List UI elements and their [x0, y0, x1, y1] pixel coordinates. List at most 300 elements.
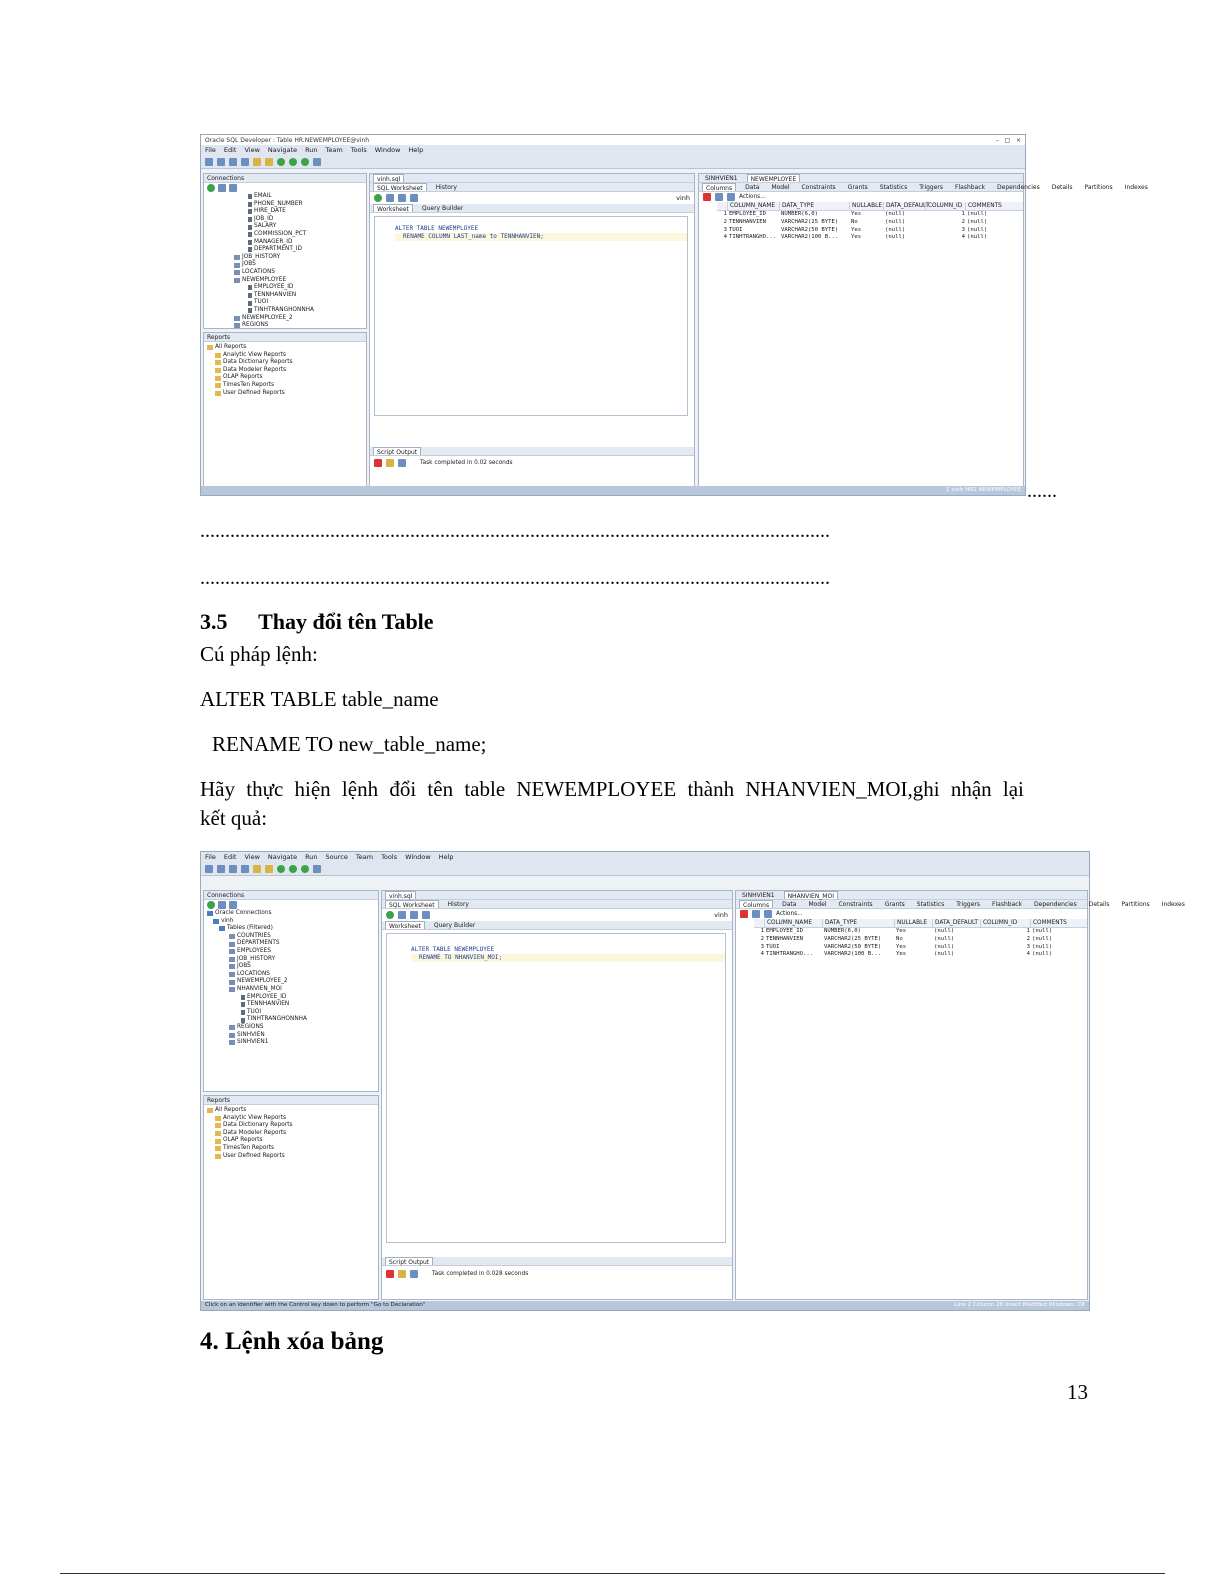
grid-cell: TINHTRANGHO... — [766, 951, 814, 958]
tab-data[interactable]: Data — [745, 184, 760, 191]
tree-item[interactable] — [234, 315, 366, 323]
tree-item-label: EMPLOYEES — [237, 947, 271, 954]
folder-icon — [215, 353, 221, 358]
tree-item[interactable] — [207, 994, 378, 1002]
report-item[interactable] — [207, 390, 363, 398]
report-item[interactable] — [207, 1122, 375, 1130]
back-icon[interactable] — [277, 158, 285, 166]
grid-cell: VARCHAR2(25 BYTE) — [824, 935, 882, 942]
grid-cell: TUOI — [766, 943, 780, 950]
grid-header-cell[interactable]: COLUMN_NAME — [764, 919, 822, 927]
menu-run[interactable]: Run — [305, 853, 318, 861]
save-all-icon[interactable] — [241, 865, 249, 873]
tree-item[interactable] — [234, 201, 366, 209]
run-script-icon[interactable] — [398, 911, 406, 919]
table-icon — [229, 987, 235, 992]
tree-item-label: JOBS — [237, 963, 251, 970]
connections-tree — [204, 910, 378, 1047]
refresh-icon[interactable] — [727, 193, 735, 201]
report-item[interactable] — [207, 1107, 375, 1115]
section-4-heading: 4. Lệnh xóa bảng — [200, 1328, 384, 1355]
grid-header-cell[interactable]: DATA_DEFAULT — [883, 202, 925, 210]
grid-header-cell[interactable]: COLUMN_NAME — [727, 202, 779, 210]
filter-icon[interactable] — [229, 184, 237, 192]
menu-team[interactable]: Team — [355, 853, 374, 861]
grid-row[interactable] — [754, 951, 1087, 959]
tab-statistics[interactable]: Statistics — [879, 184, 908, 191]
open-icon[interactable] — [217, 865, 225, 873]
sql-editor[interactable] — [374, 216, 688, 416]
grid-cell: (null) — [934, 951, 955, 958]
tree-item-label: EMAIL — [254, 193, 272, 199]
report-item-label: Data Modeler Reports — [223, 366, 287, 373]
folder-icon — [207, 345, 213, 350]
connection-select[interactable]: vinh — [676, 194, 690, 202]
report-item[interactable] — [207, 1137, 375, 1145]
report-item[interactable] — [207, 374, 363, 382]
grid-cell: TENNHANVIEN — [766, 935, 804, 942]
menu-run[interactable]: Run — [305, 146, 318, 154]
grid-cell: (null) — [885, 234, 906, 241]
column-icon — [248, 247, 252, 252]
columns-grid — [699, 202, 1023, 242]
tree-item[interactable] — [234, 269, 366, 277]
menu-bar — [201, 852, 1089, 862]
connections-pane — [203, 173, 367, 329]
grid-header-cell[interactable]: DATA_TYPE — [822, 919, 894, 927]
folder-icon — [215, 1116, 221, 1121]
grid-header-cell[interactable]: COMMENTS — [965, 202, 1005, 210]
tree-item-label: LOCATIONS — [242, 268, 275, 275]
rollback-icon[interactable] — [410, 194, 418, 202]
grid-row[interactable] — [754, 936, 1087, 944]
run-statement-icon[interactable] — [374, 194, 382, 202]
script-output-tab[interactable]: Script Output — [373, 447, 421, 455]
grid-cell: EMPLOYEE_ID — [729, 211, 767, 217]
report-item[interactable] — [207, 1130, 375, 1138]
sql-line: ALTER TABLE NEWEMPLOYEE — [411, 946, 495, 953]
add-connection-icon[interactable] — [207, 184, 215, 192]
grid-row[interactable] — [717, 211, 1023, 219]
table-icon — [229, 1025, 235, 1030]
report-item[interactable] — [207, 367, 363, 375]
tree-item[interactable] — [234, 216, 366, 224]
tab-newemployee[interactable]: NEWEMPLOYEE — [747, 174, 801, 182]
tree-item[interactable] — [207, 910, 378, 918]
grid-cell: 1 — [760, 928, 764, 934]
new-icon[interactable] — [205, 865, 213, 873]
tab-columns[interactable]: Columns — [702, 183, 736, 191]
grid-header-cell[interactable]: NULLABLE — [894, 919, 932, 927]
tree-item-label: SINHVIEN — [237, 1031, 265, 1038]
table-detail-pane — [735, 890, 1185, 1300]
tab-history[interactable]: History — [435, 184, 457, 191]
tree-item[interactable] — [234, 307, 366, 315]
pin-icon[interactable] — [740, 910, 748, 918]
file-tab[interactable]: vinh.sql — [385, 891, 416, 899]
grid-header-cell[interactable]: COMMENTS — [1030, 919, 1080, 927]
grid-header-cell[interactable]: COLUMN_ID — [980, 919, 1030, 927]
back-icon[interactable] — [277, 865, 285, 873]
tab-worksheet[interactable]: Worksheet — [373, 204, 413, 212]
grid-header-cell[interactable]: NULLABLE — [849, 202, 883, 210]
column-icon — [248, 240, 252, 245]
tree-item[interactable] — [234, 261, 366, 269]
table-icon — [234, 323, 240, 328]
report-item-label: All Reports — [215, 344, 247, 350]
tree-item-label: DEPARTMENT_ID — [254, 246, 302, 253]
save-icon[interactable] — [229, 158, 237, 166]
tab-query-builder[interactable]: Query Builder — [433, 922, 476, 929]
tree-item[interactable] — [207, 1039, 378, 1047]
table-detail-pane — [698, 173, 1148, 487]
tree-item-label: EMPLOYEE_ID — [247, 993, 287, 1000]
open-icon[interactable] — [217, 158, 225, 166]
tab-model[interactable]: Model — [808, 901, 827, 908]
tree-item[interactable] — [207, 963, 378, 971]
add-connection-icon[interactable] — [207, 901, 215, 909]
forward-icon[interactable] — [289, 158, 297, 166]
undo-icon[interactable] — [253, 158, 261, 166]
table-icon — [219, 926, 225, 931]
menu-edit[interactable]: Edit — [223, 146, 237, 154]
table-icon — [234, 255, 240, 260]
tab-history[interactable]: History — [447, 901, 469, 908]
tab-constraints[interactable]: Constraints — [838, 901, 873, 908]
editor-subtabs — [382, 921, 732, 930]
menu-help[interactable]: Help — [408, 146, 424, 154]
forward-icon[interactable] — [289, 865, 297, 873]
grid-header-cell[interactable]: DATA_TYPE — [779, 202, 849, 210]
tree-item[interactable] — [234, 223, 366, 231]
table-icon — [229, 964, 235, 969]
menu-view[interactable]: View — [244, 146, 260, 154]
tab-sql-worksheet[interactable]: SQL Worksheet — [385, 900, 439, 908]
file-tab[interactable]: vinh.sql — [373, 174, 404, 182]
report-item-label: Data Dictionary Reports — [223, 1122, 293, 1129]
sql-editor[interactable] — [386, 933, 726, 1243]
clear-icon[interactable] — [398, 1270, 406, 1278]
menu-source[interactable]: Source — [325, 853, 348, 861]
close-icon[interactable]: × — [1015, 136, 1021, 144]
save-all-icon[interactable] — [241, 158, 249, 166]
grid-row[interactable] — [717, 234, 1023, 242]
report-item-label: User Defined Reports — [223, 1152, 285, 1159]
tree-item[interactable] — [207, 978, 378, 986]
tree-item[interactable] — [234, 292, 366, 300]
commit-icon[interactable] — [410, 911, 418, 919]
tab-data[interactable]: Data — [782, 901, 797, 908]
tab-nhanvien-moi[interactable]: NHANVIEN_MOI — [784, 891, 838, 899]
tab-statistics[interactable]: Statistics — [916, 901, 945, 908]
sql-line: ALTER TABLE NEWEMPLOYEE — [395, 225, 479, 232]
grid-cell: (null) — [1032, 943, 1053, 950]
tree-item-label: PHONE_NUMBER — [254, 200, 303, 207]
connections-pane — [203, 890, 379, 1092]
tab-indexes[interactable]: Indexes — [1161, 901, 1185, 908]
folder-icon — [215, 1154, 221, 1159]
status-left: Click on an identifier with the Control key down to perform "Go to Declaration" — [205, 1302, 426, 1308]
grid-cell: 1 — [961, 211, 965, 217]
reports-tree — [204, 342, 366, 399]
grid-header-spacer — [717, 202, 727, 210]
grid-header-cell[interactable]: DATA_DEFAULT — [932, 919, 980, 927]
tree-item-label: TINHTRANGHONNHA — [247, 1016, 307, 1023]
minimize-icon[interactable]: – — [995, 136, 999, 144]
dotted-line: .............................................................................................................................. — [200, 567, 830, 589]
new-icon[interactable] — [205, 158, 213, 166]
table-icon — [229, 972, 235, 977]
grid-row[interactable] — [754, 928, 1087, 936]
tree-item[interactable] — [234, 254, 366, 262]
grid-cell: 2 — [1026, 935, 1030, 942]
tree-item[interactable] — [234, 284, 366, 292]
grid-cell: Yes — [896, 943, 907, 950]
tree-item[interactable] — [207, 1001, 378, 1009]
tree-item[interactable] — [234, 239, 366, 247]
report-item[interactable] — [207, 382, 363, 390]
tab-columns[interactable]: Columns — [739, 900, 773, 908]
report-item[interactable] — [207, 352, 363, 360]
save-icon[interactable] — [229, 865, 237, 873]
folder-icon — [215, 391, 221, 396]
undo-icon[interactable] — [253, 865, 261, 873]
report-item-label: TimesTen Reports — [223, 381, 275, 388]
tree-item-label: TENNHANVIEN — [254, 291, 297, 298]
tree-item-label: JOBS — [242, 261, 256, 268]
dotted-line: .............................................................................................................................. — [200, 520, 830, 542]
tab-query-builder[interactable]: Query Builder — [421, 205, 464, 212]
tree-item-label: Oracle Connections — [215, 910, 272, 916]
report-item[interactable] — [207, 1145, 375, 1153]
tree-item[interactable] — [207, 933, 378, 941]
grid-cell: NUMBER(6,0) — [824, 928, 862, 934]
tree-item[interactable] — [207, 948, 378, 956]
refresh-icon[interactable] — [764, 910, 772, 918]
column-icon — [248, 308, 252, 313]
grid-cell: 3 — [760, 943, 764, 950]
table-icon — [229, 934, 235, 939]
connection-select[interactable]: vinh — [714, 911, 728, 919]
tree-item[interactable] — [207, 971, 378, 979]
editor-subtabs — [370, 204, 694, 213]
grid-row[interactable] — [717, 227, 1023, 235]
tab-flashback[interactable]: Flashback — [955, 184, 986, 191]
redo-icon[interactable] — [265, 865, 273, 873]
tree-item[interactable] — [207, 925, 378, 933]
tree-item-label: EMPLOYEE_ID — [254, 284, 294, 291]
grid-cell: Yes — [896, 951, 907, 958]
grid-cell: (null) — [967, 218, 988, 225]
tree-item[interactable] — [207, 1016, 378, 1024]
tab-triggers[interactable]: Triggers — [956, 901, 981, 908]
column-icon — [248, 285, 252, 290]
grid-header-row — [717, 202, 1023, 211]
binoculars-icon[interactable] — [313, 865, 321, 873]
table-icon — [213, 919, 219, 924]
reports-label: Reports — [207, 1097, 231, 1104]
column-icon — [241, 1010, 245, 1015]
reports-pane — [203, 332, 367, 488]
tab-sinhvien1[interactable]: SINHVIEN1 — [742, 892, 775, 899]
section-title: Thay đổi tên Table — [258, 609, 434, 634]
tab-partitions[interactable]: Partitions — [1084, 184, 1113, 191]
tab-indexes[interactable]: Indexes — [1124, 184, 1148, 191]
edit-icon[interactable] — [752, 910, 760, 918]
tab-details[interactable]: Details — [1088, 901, 1110, 908]
folder-icon — [215, 1139, 221, 1144]
save-output-icon[interactable] — [398, 459, 406, 467]
detail-tabs — [736, 900, 1185, 909]
syntax-line-1: ALTER TABLE table_name — [200, 687, 439, 711]
tab-grants[interactable]: Grants — [847, 184, 868, 191]
tab-dependencies[interactable]: Dependencies — [997, 184, 1040, 191]
table-icon — [229, 957, 235, 962]
section-number: 3.5 — [200, 609, 228, 634]
menu-help[interactable]: Help — [438, 853, 454, 861]
grid-cell: 4 — [760, 951, 764, 958]
refresh-icon[interactable] — [218, 184, 226, 192]
pin-icon[interactable] — [703, 193, 711, 201]
tab-dependencies[interactable]: Dependencies — [1034, 901, 1077, 908]
tab-details[interactable]: Details — [1051, 184, 1073, 191]
grid-cell: TUOI — [729, 226, 743, 233]
binoculars-icon[interactable] — [313, 158, 321, 166]
menu-tools[interactable]: Tools — [381, 853, 398, 861]
table-icon — [234, 263, 240, 268]
menu-navigate[interactable]: Navigate — [267, 853, 298, 861]
tree-item-label: NEWEMPLOYEE — [242, 276, 287, 283]
actions-menu[interactable]: Actions... — [776, 911, 803, 917]
maximize-icon[interactable]: □ — [1004, 136, 1011, 144]
clear-icon[interactable] — [386, 459, 394, 467]
worksheet-pane — [381, 890, 733, 1300]
grid-header-row — [754, 919, 1087, 928]
menu-edit[interactable]: Edit — [223, 853, 237, 861]
table-tabs — [736, 891, 1087, 900]
folder-icon — [215, 383, 221, 388]
report-item[interactable] — [207, 1115, 375, 1123]
refresh-icon[interactable] — [218, 901, 226, 909]
report-item-label: User Defined Reports — [223, 389, 285, 396]
tab-sinhvien1[interactable]: SINHVIEN1 — [705, 175, 738, 182]
column-icon — [241, 1018, 245, 1023]
grid-row[interactable] — [717, 219, 1023, 227]
actions-menu[interactable]: Actions... — [739, 194, 766, 200]
run-statement-icon[interactable] — [386, 911, 394, 919]
tree-item-label: MANAGER_ID — [254, 238, 293, 245]
tab-sql-worksheet[interactable]: SQL Worksheet — [373, 183, 427, 191]
report-item-label: Data Modeler Reports — [223, 1129, 287, 1136]
tree-item[interactable] — [207, 1024, 378, 1032]
tree-item[interactable] — [234, 231, 366, 239]
grid-cell: VARCHAR2(50 BYTE) — [781, 226, 839, 233]
menu-tools[interactable]: Tools — [350, 146, 367, 154]
tree-item-label: COMMISSION_PCT — [254, 230, 307, 237]
tree-item[interactable] — [207, 1032, 378, 1040]
tab-flashback[interactable]: Flashback — [992, 901, 1023, 908]
column-icon — [248, 225, 252, 230]
menu-file[interactable]: File — [205, 853, 216, 861]
grid-cell: No — [896, 935, 903, 942]
menu-window[interactable]: Window — [374, 146, 401, 154]
commit-icon[interactable] — [398, 194, 406, 202]
menu-team[interactable]: Team — [325, 146, 343, 154]
dotted-line-tail: ...... — [1027, 480, 1057, 502]
tree-item[interactable] — [234, 193, 366, 201]
tree-item[interactable] — [234, 299, 366, 307]
column-icon — [248, 217, 252, 222]
tab-triggers[interactable]: Triggers — [919, 184, 944, 191]
run-icon[interactable] — [301, 865, 309, 873]
grid-cell: (null) — [967, 234, 988, 241]
grid-cell: 4 — [723, 234, 727, 241]
tree-item[interactable] — [207, 986, 378, 994]
tab-model[interactable]: Model — [771, 184, 790, 191]
tab-partitions[interactable]: Partitions — [1121, 901, 1150, 908]
tab-worksheet[interactable]: Worksheet — [385, 921, 425, 929]
grid-cell: Yes — [851, 226, 862, 233]
report-item[interactable] — [207, 359, 363, 367]
report-item-label: OLAP Reports — [223, 1137, 263, 1144]
table-icon — [229, 1033, 235, 1038]
pin-icon[interactable] — [386, 1270, 394, 1278]
tree-item-label: COUNTRIES — [237, 932, 271, 939]
tree-item[interactable] — [207, 918, 378, 926]
tab-grants[interactable]: Grants — [884, 901, 905, 908]
redo-icon[interactable] — [265, 158, 273, 166]
tab-constraints[interactable]: Constraints — [801, 184, 836, 191]
menu-file[interactable]: File — [205, 146, 216, 154]
connections-label: Connections — [207, 892, 245, 899]
report-item-label: TimesTen Reports — [223, 1144, 275, 1151]
folder-icon — [207, 1108, 213, 1113]
grid-header-cell[interactable]: COLUMN_ID — [925, 202, 965, 210]
run-script-icon[interactable] — [386, 194, 394, 202]
run-icon[interactable] — [301, 158, 309, 166]
grid-cell: (null) — [885, 218, 906, 225]
tree-item-label: NHANVIEN_MOI — [237, 985, 282, 992]
grid-cell: 2 — [961, 218, 965, 225]
task-text-cont: kết quả: — [200, 806, 268, 830]
tree-item[interactable] — [207, 940, 378, 948]
tree-item[interactable] — [234, 246, 366, 254]
tree-item[interactable] — [234, 277, 366, 285]
tree-item[interactable] — [234, 208, 366, 216]
tree-item-label: REGIONS — [237, 1023, 264, 1030]
edit-icon[interactable] — [715, 193, 723, 201]
menu-view[interactable]: View — [244, 853, 260, 861]
filter-icon[interactable] — [229, 901, 237, 909]
tree-item[interactable] — [207, 1009, 378, 1017]
tree-item-label: JOB_HISTORY — [242, 253, 281, 260]
tree-item[interactable] — [207, 956, 378, 964]
grid-cell: 2 — [723, 218, 727, 225]
column-icon — [241, 1002, 245, 1007]
menu-window[interactable]: Window — [405, 853, 431, 861]
tree-item[interactable] — [234, 322, 366, 330]
grid-cell: VARCHAR2(100 B... — [824, 951, 882, 958]
grid-row[interactable] — [754, 944, 1087, 952]
script-output-tab[interactable]: Script Output — [385, 1257, 433, 1265]
rollback-icon[interactable] — [422, 911, 430, 919]
menu-navigate[interactable]: Navigate — [267, 146, 298, 154]
save-output-icon[interactable] — [410, 1270, 418, 1278]
table-icon — [234, 270, 240, 275]
pin-icon[interactable] — [374, 459, 382, 467]
report-item[interactable] — [207, 1153, 375, 1161]
report-item[interactable] — [207, 344, 363, 352]
